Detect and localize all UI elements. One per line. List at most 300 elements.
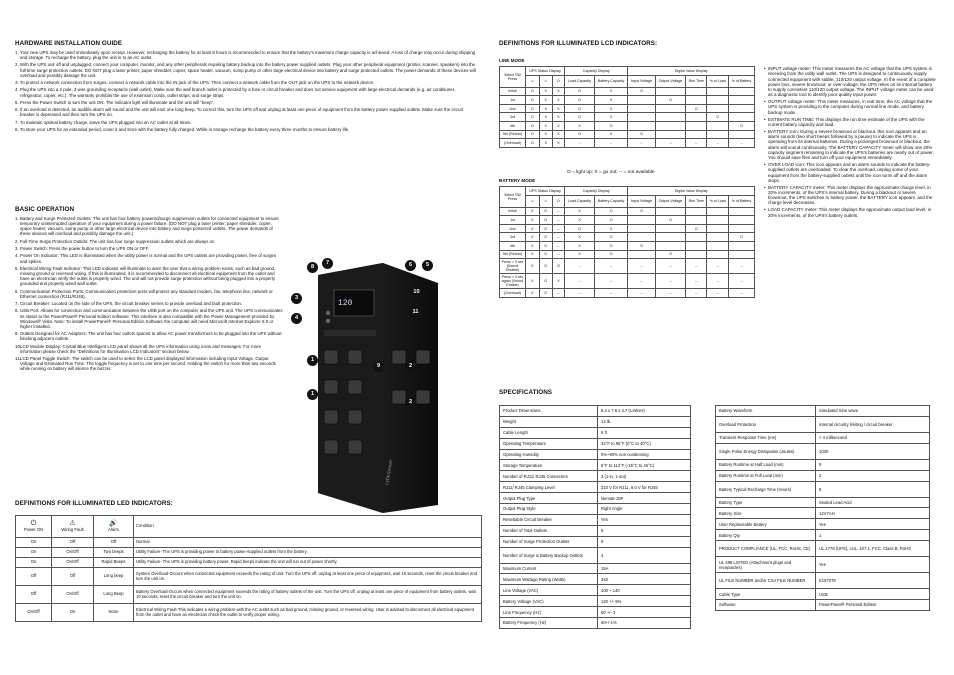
spec-row <box>500 607 691 618</box>
cell: X <box>565 250 595 259</box>
cell <box>707 96 729 105</box>
cell <box>707 130 729 139</box>
spec-label: Battery Typical Recharge Time (Hours) <box>716 481 816 497</box>
cell: -- <box>628 259 655 274</box>
spec-value: 2 <box>816 470 930 481</box>
bullet-mark: • <box>764 207 766 213</box>
cell: -- <box>552 250 564 259</box>
line-mode-table <box>499 66 755 148</box>
spec-row <box>716 573 930 589</box>
cell: -- <box>686 259 707 274</box>
cell: X <box>552 96 564 105</box>
cell: On <box>16 558 52 568</box>
cell: Initial <box>500 207 526 216</box>
led-col-power-label: Power ON <box>23 527 44 533</box>
spec-value: 12 lb. <box>598 416 691 427</box>
item-text: Your new UPS may be used immediately upon receipt. However, recharging the battery for at least 8 hours is recommended to ensure that the battery's maximum charge capacity is achieved. A loss of charge may occur during shipping and storage. To recharge the battery, plug the unit in to an AC outlet. <box>20 50 476 61</box>
spec-table-right <box>715 405 930 611</box>
cell: -- <box>628 289 655 298</box>
list-item <box>15 87 477 97</box>
item-number: 7. <box>15 119 19 125</box>
bullet-item <box>764 185 936 206</box>
cell: O <box>594 207 628 216</box>
table-row <box>500 274 755 289</box>
item-text: Communication Protection Ports: Communication protection ports will protect any standard modem, fax, telephone line, network or Ethernet connection (RJ11/RJ45). <box>20 288 273 299</box>
item-number: 6. <box>15 288 19 294</box>
table-row <box>500 96 755 105</box>
bullet-text: BATTERY icon: During a severe brownout or blackout, this icon appears and an alarm sounds (two short beeps followed by a pause) to indicate the UPS is operating from its internal batteries. During a prolonged brownout or blackout, the alarm will sound continuously. The BATTERY CAPACITY meter will show one 20% capacity segment remaining to indicate the UPS's batteries are nearly out of power. You should save files and turn off your equipment immediately. <box>768 128 934 161</box>
spec-row <box>716 508 930 519</box>
list-item <box>15 120 477 125</box>
callout-8: 8 <box>307 262 318 273</box>
item-number: 11. <box>15 356 21 362</box>
list-item <box>15 266 283 286</box>
item-text: To store your UPS for an extended period, cover it and store with the battery fully charged. While in storage recharge the battery every three months to ensure battery life. <box>20 127 350 133</box>
cell: O <box>729 233 755 242</box>
cell: 1st <box>500 216 526 225</box>
spec-row <box>500 563 691 574</box>
table-row <box>16 604 482 622</box>
cell: O <box>526 87 540 96</box>
cell: -- <box>594 274 628 289</box>
cell: -- <box>707 259 729 274</box>
spec-value: 8 <box>598 525 691 536</box>
bullet-item <box>764 99 936 115</box>
spec-row <box>500 504 691 515</box>
spec-row <box>500 438 691 449</box>
spec-label: Battery Runtime at Half Load (min) <box>716 459 816 470</box>
cell: X <box>552 121 564 130</box>
cell: Off <box>52 568 94 586</box>
item-text: Outlets Designed for AC Adapters: The unit has four outlets spaced to allow AC power transformers to be plugged into the UPS without blocking adjacent outlets. <box>20 331 282 342</box>
spec-label: Storage Temperature <box>500 460 598 471</box>
cell <box>628 250 655 259</box>
cell: O <box>565 130 595 139</box>
cell <box>729 207 755 216</box>
cell: -- <box>686 139 707 148</box>
spec-label: Battery Size <box>716 508 816 519</box>
item-text: To protect a network connection from surges, connect a network cable into the IN jack of the UPS. Then connect a network cable from the OUT jack on the UPS to the network device. <box>20 80 375 86</box>
spec-value: 9 <box>816 459 930 470</box>
cell: -- <box>565 259 595 274</box>
item-number: 6. <box>15 107 19 113</box>
table-row <box>500 207 755 216</box>
cell: X <box>552 139 564 148</box>
list-item <box>15 62 477 77</box>
cell: On <box>16 548 52 558</box>
led-col-wiring-label: Wiring Fault <box>61 527 84 533</box>
select-header: Select SW Press <box>500 67 526 88</box>
cell: X <box>526 250 540 259</box>
spec-row <box>716 432 930 443</box>
spec-row <box>716 557 930 573</box>
led-col-condition <box>134 516 482 538</box>
cell <box>686 121 707 130</box>
spec-value: 0%~90% non condensing <box>598 449 691 460</box>
bullet-mark: • <box>764 162 766 167</box>
spec-value: Simulated Sine wave <box>816 406 930 417</box>
led-col-power <box>16 516 52 538</box>
cell <box>655 104 686 113</box>
cell: O <box>686 224 707 233</box>
cell: X <box>565 121 595 130</box>
item-text: Electrical Wiring Fault Indicator: This LED indicator will illuminate to warn the user that a wiring problem exists, such as bad ground, missing ground or reversed wiring. If this is illuminated, it is recommended to disconnect all electrical equipment from the outlet and have an electrician verify the outlet is properly wired. The unit will not provide surge protection without being plugged into a properly grounded and properly wired wall outlet. <box>20 265 276 287</box>
spec-row <box>716 443 930 459</box>
cell: X <box>526 274 540 289</box>
cell: O <box>526 139 540 148</box>
cell: -- <box>565 139 595 148</box>
basic-list <box>15 216 283 374</box>
spec-value: 310 V for RJ11, 8.0 V for RJ45 <box>598 482 691 493</box>
cell: X <box>539 96 552 105</box>
cell: X <box>594 104 628 113</box>
spec-value: 32°F to 95°F (0°C to 40°C) <box>598 438 691 449</box>
cell: 1st <box>500 96 526 105</box>
spec-value: 60+/-1% <box>598 618 691 629</box>
spec-row <box>716 459 930 470</box>
battery-mode-label: BATTERY MODE <box>499 178 536 183</box>
cell: X <box>552 113 564 122</box>
spec-label: Output Plug Type <box>500 493 598 504</box>
cell <box>707 104 729 113</box>
cell: O <box>655 250 686 259</box>
cell: -- <box>729 289 755 298</box>
item-number: 9. <box>15 331 19 337</box>
ups-device-image <box>288 255 458 515</box>
svg-text:120: 120 <box>338 299 353 308</box>
table-row <box>16 558 482 568</box>
group-header: Capacity Display <box>565 67 628 76</box>
cell: O <box>526 104 540 113</box>
cell: X <box>539 130 552 139</box>
bullet-mark: • <box>764 66 766 71</box>
table-row <box>500 259 755 274</box>
item-text: Power Switch: Press the power button to turn the UPS ON or OFF. <box>20 246 150 252</box>
cell: Off <box>52 538 94 548</box>
spec-label: RJ11/ RJ45 Clamping Level <box>500 482 598 493</box>
spec-value: 8 <box>598 536 691 547</box>
callout-1b: 1 <box>307 389 318 400</box>
hardware-heading: HARDWARE INSTALLATION GUIDE <box>15 40 123 47</box>
cell <box>655 224 686 233</box>
cell: -- <box>552 224 564 233</box>
callout-10: 10 <box>410 287 423 298</box>
group-header: Digital Value Display <box>628 67 755 76</box>
cell <box>729 250 755 259</box>
spec-label: Line Frequency (Hz) <box>500 607 598 618</box>
line-mode-label: LINE MODE <box>499 58 525 63</box>
spec-table-left <box>499 405 691 629</box>
cell: (Overload) <box>500 289 526 298</box>
list-item <box>15 356 283 371</box>
cell: Long Beep <box>94 586 134 604</box>
cell: Battery Overload-Occurs when connected equipment exceeds the rating of battery outlets of the unit. Turn the UPS off, unplug at least one piece of equipment from battery outlets, wait 10 seconds, reset the circuit breaker and turn the unit on. <box>134 586 482 604</box>
cell: (Overload) <box>500 139 526 148</box>
spec-value: Sealed Lead Acid <box>816 497 930 508</box>
spec-label: Number of Surge Protection Outlets <box>500 536 598 547</box>
cell: X <box>594 96 628 105</box>
list-item <box>15 301 283 306</box>
list-item <box>15 289 283 299</box>
spec-label: Overload Protection <box>716 416 816 432</box>
spec-label: Single Pulse Energy Dissipation (Joules) <box>716 443 816 459</box>
cell <box>729 87 755 96</box>
cell: -- <box>594 259 628 274</box>
cell <box>655 121 686 130</box>
cell: -- <box>565 274 595 289</box>
bullet-mark: • <box>764 99 766 105</box>
spec-label: Cable Type <box>716 589 816 600</box>
cell <box>707 224 729 233</box>
cell: O <box>539 289 552 298</box>
cell: X <box>526 241 540 250</box>
item-number: 2. <box>15 62 19 68</box>
list-item <box>15 344 283 354</box>
ups-device-drawing <box>288 255 458 515</box>
spec-row <box>716 589 930 600</box>
item-number: 5. <box>15 265 19 271</box>
cell: -- <box>565 289 595 298</box>
bullet-text: ESTIMATE RUN TIME: This displays the run time estimate of the UPS with the current battery capacity and load. <box>768 116 925 127</box>
table-row <box>500 130 755 139</box>
spec-value: < 4 millisecond <box>816 432 930 443</box>
cell: X <box>526 233 540 242</box>
cell: -- <box>594 139 628 148</box>
cell: X <box>594 113 628 122</box>
col-header: Run Time <box>686 75 707 87</box>
table-row <box>500 87 755 96</box>
spec-label: Weight <box>500 416 598 427</box>
cell: O <box>539 207 552 216</box>
cell <box>655 233 686 242</box>
spec-label: UL FILE NUMBER and/or CSA FILE NUMBER <box>716 573 816 589</box>
led-col-alarm <box>94 516 134 538</box>
spec-label: User Replaceable Battery <box>716 519 816 530</box>
spec-row <box>716 406 930 417</box>
cell: X <box>539 121 552 130</box>
led-col-wiring <box>52 516 94 538</box>
spec-label: Number of Surge & Battery Backup Outlets <box>500 547 598 563</box>
cell: Press > 3 sec (Sound Disable) <box>500 259 526 274</box>
cell: X <box>539 104 552 113</box>
col-header: Battery Capacity <box>594 75 628 87</box>
cell: O <box>565 113 595 122</box>
cell <box>686 96 707 105</box>
cell <box>686 216 707 225</box>
item-text: Circuit Breaker: Located on the side of the UPS, the circuit breaker serves to provide overload and fault protection. <box>20 301 243 307</box>
cell <box>707 233 729 242</box>
item-number: 7. <box>15 301 19 307</box>
cell: O <box>539 233 552 242</box>
cell <box>655 207 686 216</box>
spec-label: Software <box>716 600 816 611</box>
spec-row <box>500 449 691 460</box>
spec-value: 15A <box>598 563 691 574</box>
cell: On <box>16 538 52 548</box>
bullet-item <box>764 117 936 128</box>
spec-value: 4 <box>598 547 691 563</box>
spec-row <box>500 585 691 596</box>
cell <box>628 96 655 105</box>
cell: -- <box>594 289 628 298</box>
spec-row <box>500 618 691 629</box>
cell: Rapid Beeps <box>94 558 134 568</box>
spec-label: Product Dimensions <box>500 406 598 417</box>
cell: Initial <box>500 87 526 96</box>
callout-6: 6 <box>405 260 416 271</box>
callout-4: 4 <box>291 313 302 324</box>
callout-9: 9 <box>373 361 384 372</box>
cell <box>729 104 755 113</box>
cell: Off <box>16 586 52 604</box>
cell: O <box>526 130 540 139</box>
spec-value: 8 <box>816 481 930 497</box>
cell <box>628 113 655 122</box>
spec-value: Internal circuitry limiting / circuit breaker <box>816 416 930 432</box>
spec-label: Maximum Current <box>500 563 598 574</box>
spec-label: Output Plug Style <box>500 504 598 515</box>
list-item <box>15 80 477 85</box>
spec-row <box>500 574 691 585</box>
cell: O <box>539 259 552 274</box>
cell <box>707 250 729 259</box>
cell <box>628 104 655 113</box>
cell: Long beep <box>94 568 134 586</box>
spec-value: 100 ~ 140 <box>598 585 691 596</box>
spec-label: Resettable Circuit Breaker <box>500 514 598 525</box>
cell: 3rd <box>500 233 526 242</box>
cell: On/Off <box>52 586 94 604</box>
spec-value: Yes <box>598 514 691 525</box>
cell: X <box>552 104 564 113</box>
cell: X <box>594 87 628 96</box>
basic-heading: BASIC OPERATION <box>15 206 75 213</box>
bullet-mark: • <box>764 184 766 190</box>
cell: X <box>526 289 540 298</box>
cell: O <box>628 87 655 96</box>
item-number: 3. <box>15 246 19 252</box>
cell <box>707 207 729 216</box>
col-header: % of Load <box>707 195 729 207</box>
col-header: Load Capacity <box>565 75 595 87</box>
cell: -- <box>729 274 755 289</box>
warning-icon: ⚠ <box>69 520 76 528</box>
cell: -- <box>707 274 729 289</box>
cell: On/Off <box>52 558 94 568</box>
spec-label: Battery Voltage (VAC) <box>500 596 598 607</box>
cell: O <box>565 87 595 96</box>
cell: O <box>594 121 628 130</box>
col-header: Input Voltage <box>628 195 655 207</box>
table-row <box>16 538 482 548</box>
hardware-list <box>15 50 477 135</box>
spec-row <box>716 519 930 530</box>
spec-label: Cable Length <box>500 427 598 438</box>
spec-row <box>500 460 691 471</box>
cell: X <box>565 241 595 250</box>
cell: O <box>594 241 628 250</box>
lcd-bullets <box>764 66 936 220</box>
callout-2: 2 <box>405 361 416 372</box>
cell <box>686 241 707 250</box>
cell: O <box>526 113 540 122</box>
spec-value: PowerPanel® Personal Edition <box>816 600 930 611</box>
cell: On/Off <box>16 604 52 622</box>
cell: O <box>565 104 595 113</box>
cell <box>628 233 655 242</box>
specifications-heading: SPECIFICATIONS <box>499 389 553 396</box>
spec-row <box>716 470 930 481</box>
item-number: 8. <box>15 308 19 314</box>
cell: Two beeps <box>94 548 134 558</box>
cell: -- <box>552 207 564 216</box>
cell: O <box>655 216 686 225</box>
cell: X <box>539 87 552 96</box>
cell: Normal <box>134 538 482 548</box>
cell: On <box>52 604 94 622</box>
plug-icon: ⏻ <box>552 75 564 87</box>
cell: X <box>526 259 540 274</box>
spec-row <box>716 600 930 611</box>
col-header: % of Battery <box>729 195 755 207</box>
cell <box>729 96 755 105</box>
cell: O <box>539 224 552 233</box>
spec-row <box>500 493 691 504</box>
spec-row <box>500 596 691 607</box>
item-text: Press the Power Switch to turn the unit ON. The indicator light will illuminate and the unit will "beep". <box>20 99 215 105</box>
cell: X <box>552 274 564 289</box>
bullet-item <box>764 162 936 183</box>
list-item <box>15 50 477 60</box>
cell: -- <box>686 274 707 289</box>
spec-row <box>500 547 691 563</box>
callout-11: 11 <box>409 307 422 318</box>
device-brand: cyberpower <box>384 458 395 486</box>
cell: None <box>94 604 134 622</box>
icon-row <box>500 75 755 87</box>
spec-value: Right Angle <box>598 504 691 515</box>
spec-value: 120 +/- 5% <box>598 596 691 607</box>
spec-row <box>716 416 930 432</box>
cell: O <box>565 96 595 105</box>
spec-row <box>500 536 691 547</box>
list-item <box>15 107 477 117</box>
cell <box>707 87 729 96</box>
cell: X <box>526 216 540 225</box>
item-text: Full-Time Surge Protection Outlets: The unit has four surge suppression outlets which are always on <box>20 238 215 244</box>
cell: X <box>526 207 540 216</box>
led-col-alarm-label: Alarm <box>108 527 119 533</box>
group-header: UPS Status Display <box>526 67 565 76</box>
cell <box>655 113 686 122</box>
cell: On/Off <box>52 548 94 558</box>
cell <box>729 113 755 122</box>
spec-label: Battery Runtime at Full Load (min) <box>716 470 816 481</box>
cell <box>707 241 729 250</box>
cell: X <box>594 224 628 233</box>
cell: O <box>655 96 686 105</box>
item-number: 5. <box>15 99 19 105</box>
cell <box>729 241 755 250</box>
table-row <box>16 568 482 586</box>
cell: -- <box>655 259 686 274</box>
callout-5: 5 <box>422 260 433 271</box>
cell <box>686 113 707 122</box>
bullet-item <box>764 207 936 218</box>
icon-row <box>500 195 755 207</box>
cell: 4th <box>500 241 526 250</box>
select-header: Select SW Press <box>500 187 526 208</box>
